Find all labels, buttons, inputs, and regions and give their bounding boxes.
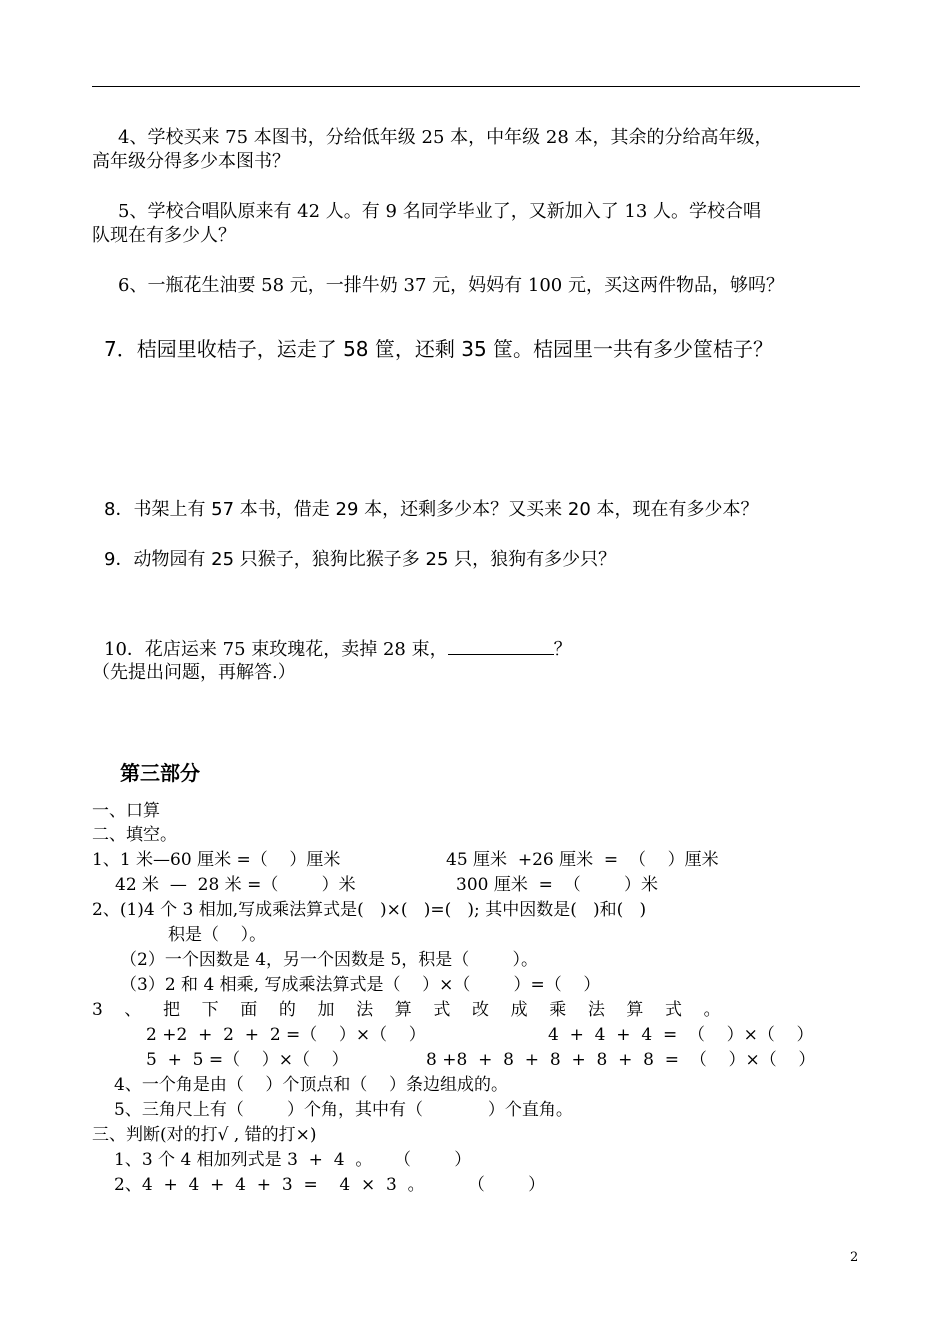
q2-3: （3）2 和 4 相乘, 写成乘法算式是（ ）×（ ）=（ ） bbox=[120, 975, 601, 995]
problem-10 bbox=[104, 636, 572, 662]
problem-10-text: 10．花店运来 75 束玫瑰花，卖掉 28 束， bbox=[104, 639, 448, 660]
q3-c: 5 + 5 =（ ）×（ ） bbox=[146, 1050, 349, 1070]
page-number: 2 bbox=[850, 1250, 859, 1265]
judge-1: 1、3 个 4 相加列式是 3 + 4 。 （ ） bbox=[114, 1150, 472, 1170]
problem-8: 8．书架上有 57 本书，借走 29 本，还剩多少本？又买来 20 本，现在有多少本？ bbox=[104, 499, 759, 520]
q5: 5、三角尺上有（ ）个角，其中有（ ）个直角。 bbox=[114, 1100, 573, 1120]
problem-10-note: （先提出问题，再解答.） bbox=[92, 662, 296, 683]
problem-10-end: ？ bbox=[553, 639, 572, 660]
header-rule bbox=[92, 86, 860, 87]
part3-title: 第三部分 bbox=[120, 761, 200, 785]
q3-a: 2 +2 + 2 + 2 =（ ）×（ ） bbox=[146, 1025, 426, 1045]
problem-5-line-1: 5、学校合唱队原来有 42 人。有 9 名同学毕业了，又新加入了 13 人。学校合唱 bbox=[118, 201, 762, 222]
section-judgement: 三、判断(对的打√ , 错的打×) bbox=[92, 1125, 317, 1145]
q4: 4、一个角是由（ ）个顶点和（ ）条边组成的。 bbox=[114, 1075, 509, 1095]
q3-d: 8 +8 + 8 + 8 + 8 + 8 = （ ）×（ ） bbox=[426, 1050, 816, 1070]
answer-blank bbox=[448, 636, 554, 655]
q2-1b: 积是（ ）。 bbox=[168, 925, 267, 945]
q3-title: 3 、 把 下 面 的 加 法 算 式 改 成 乘 法 算 式 。 bbox=[92, 1000, 721, 1020]
q1-d: 300 厘米 = （ ）米 bbox=[456, 875, 658, 895]
q3-b: 4 + 4 + 4 = （ ）×（ ） bbox=[548, 1025, 814, 1045]
problem-4-line-1: 4、学校买来 75 本图书，分给低年级 25 本，中年级 28 本，其余的分给高年级， bbox=[118, 127, 773, 148]
section-oral-calc: 一、口算 bbox=[92, 801, 160, 821]
q1-c: 42 米 — 28 米 =（ ）米 bbox=[115, 875, 356, 895]
q2-1: 2、(1)4 个 3 相加,写成乘法算式是( )×( )=( ); 其中因数是( )和( ) bbox=[92, 900, 647, 920]
problem-6: 6、一瓶花生油要 58 元，一排牛奶 37 元，妈妈有 100 元，买这两件物品，够吗？ bbox=[118, 275, 784, 296]
judge-2: 2、4 + 4 + 4 + 3 = 4 × 3 。 （ ） bbox=[114, 1175, 546, 1195]
q1-a: 1、1 米—60 厘米 =（ ）厘米 bbox=[92, 850, 341, 870]
problem-5-line-2: 队现在有多少人？ bbox=[92, 225, 236, 246]
problem-7: 7．桔园里收桔子，运走了 58 筐，还剩 35 筐。桔园里一共有多少筐桔子？ bbox=[104, 337, 774, 361]
q1-b: 45 厘米 +26 厘米 = （ ）厘米 bbox=[446, 850, 719, 870]
section-fill-blank: 二、填空。 bbox=[92, 825, 177, 845]
problem-4-line-2: 高年级分得多少本图书？ bbox=[92, 151, 290, 172]
problem-9: 9．动物园有 25 只猴子，狼狗比猴子多 25 只，狼狗有多少只？ bbox=[104, 549, 617, 570]
q2-2: （2）一个因数是 4，另一个因数是 5，积是（ ）。 bbox=[120, 950, 538, 970]
